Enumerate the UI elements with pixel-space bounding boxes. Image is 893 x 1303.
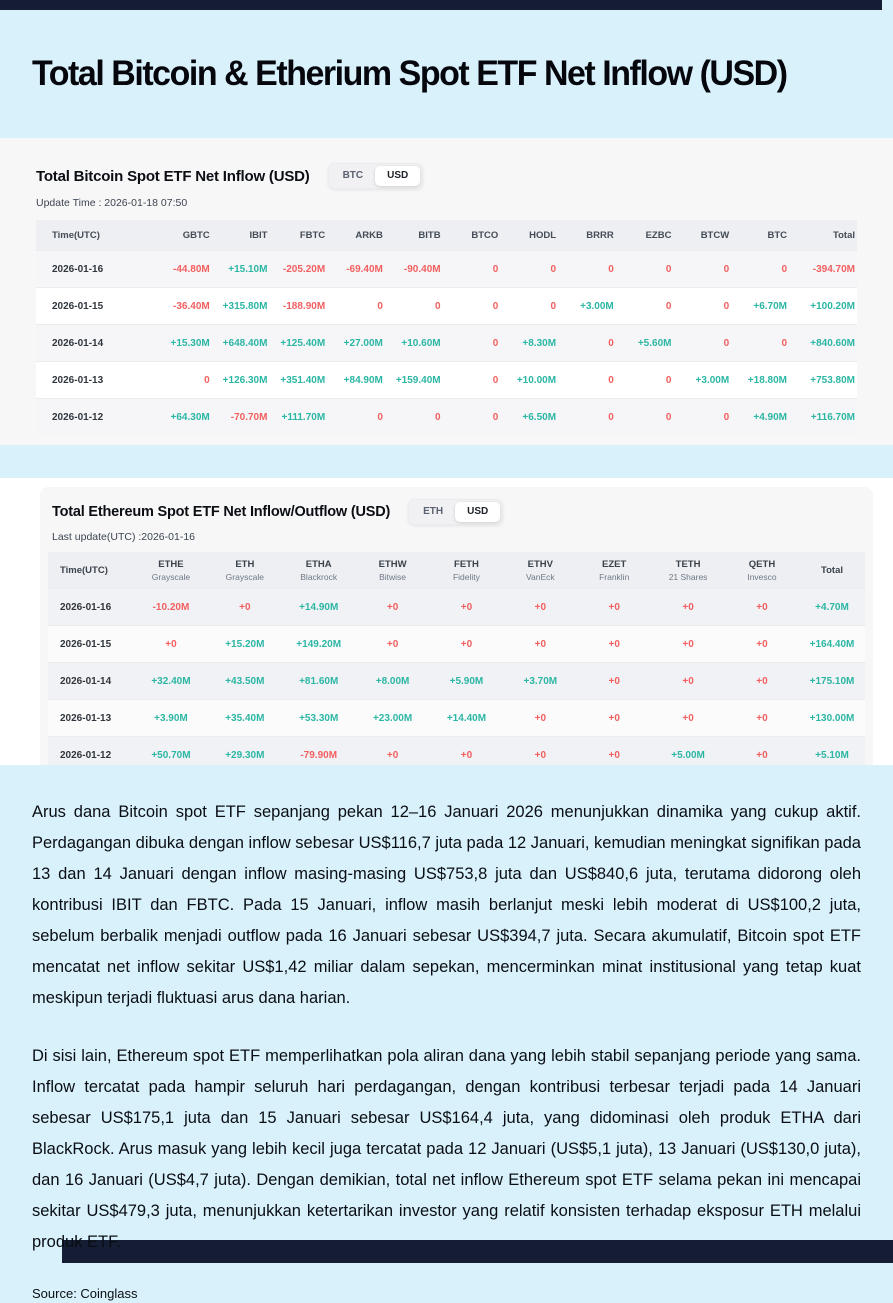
column-header: EZET Franklin [577,552,651,589]
table-row [48,663,865,700]
source-note: Source: Coinglass [32,1286,138,1301]
column-header: ETHW Bitwise [356,552,430,589]
row-date: 2026-01-12 [36,399,158,436]
cell-value: +3.00M [562,288,620,325]
row-date: 2026-01-15 [36,288,158,325]
table-row [48,626,865,663]
cell-value: +4.90M [735,399,793,436]
cell-value: +0 [725,737,799,774]
cell-value: 0 [677,399,735,436]
cell-value: +8.30M [504,325,562,362]
table-row [36,399,857,436]
cell-value: +6.50M [504,399,562,436]
cell-value: 0 [447,251,505,288]
btc-table [36,220,857,435]
column-header: BITB [389,220,447,251]
column-issuer: Franklin [599,571,630,582]
eth-table-head [48,552,865,589]
cell-value: 0 [447,399,505,436]
cell-value: +0 [577,589,651,626]
cell-value: +14.90M [282,589,356,626]
eth-table [48,552,865,773]
page-header [0,10,893,138]
column-issuer: Grayscale [225,571,264,582]
cell-value: +0 [430,737,504,774]
column-header: Time(UTC) [36,220,158,251]
cell-value: +5.90M [430,663,504,700]
cell-value: +23.00M [356,700,430,737]
column-issuer: Blackrock [300,571,338,582]
column-header: ETHE Grayscale [134,552,208,589]
eth-section [0,478,893,765]
column-header: BTC [735,220,793,251]
cell-value: +126.30M [216,362,274,399]
eth-table-body [48,589,865,774]
eth-header-row [48,552,865,589]
cell-value: +0 [430,626,504,663]
cell-value: +111.70M [273,399,331,436]
cell-value: +64.30M [158,399,216,436]
cell-value: +27.00M [331,325,389,362]
column-header: FETH Fidelity [430,552,504,589]
cell-value: -90.40M [389,251,447,288]
cell-value: -79.90M [282,737,356,774]
btc-table-title: Total Bitcoin Spot ETF Net Inflow (USD) [36,167,310,185]
column-issuer: Invesco [747,571,777,582]
bottom-accent-bar [62,1240,893,1263]
btc-update-time: Update Time : 2026-01-18 07:50 [36,197,188,209]
cell-value: +0 [356,737,430,774]
btc-toggle-option-btc[interactable]: BTC [331,166,376,186]
cell-value: +0 [134,626,208,663]
cell-value: -44.80M [158,251,216,288]
cell-value: -69.40M [331,251,389,288]
cell-value: +43.50M [208,663,282,700]
column-header: ETHV VanEck [503,552,577,589]
column-header: BTCO [447,220,505,251]
column-header: Time(UTC) [48,552,134,589]
row-date: 2026-01-13 [48,700,134,737]
column-header: ETHA Blackrock [282,552,356,589]
cell-value: +175.10M [799,663,865,700]
page-title: Total Bitcoin & Etherium Spot ETF Net Inflow (USD) [32,54,787,93]
row-date: 2026-01-13 [36,362,158,399]
cell-value: +0 [725,700,799,737]
cell-value: +648.40M [216,325,274,362]
column-issuer: Bitwise [379,571,407,582]
row-date: 2026-01-14 [48,663,134,700]
cell-value: +35.40M [208,700,282,737]
btc-toggle-option-usd[interactable]: USD [375,166,420,186]
cell-value: +0 [503,737,577,774]
cell-value: +0 [651,700,725,737]
row-date: 2026-01-14 [36,325,158,362]
cell-value: 0 [735,251,793,288]
btc-panel-head [36,163,857,189]
cell-value: -10.20M [134,589,208,626]
eth-update-time: Last update(UTC) :2026-01-16 [52,531,195,543]
cell-value: +0 [725,663,799,700]
column-header: IBIT [216,220,274,251]
column-header: ETH Grayscale [208,552,282,589]
column-header: TETH 21 Shares [651,552,725,589]
cell-value: 0 [620,399,678,436]
cell-value: +15.30M [158,325,216,362]
cell-value: 0 [447,325,505,362]
cell-value: 0 [447,288,505,325]
cell-value: +8.00M [356,663,430,700]
column-header: Total [793,220,857,251]
column-header: BRRR [562,220,620,251]
eth-table-title: Total Ethereum Spot ETF Net Inflow/Outflow (USD) [52,504,391,520]
btc-table-body [36,251,857,436]
btc-unit-toggle[interactable] [328,163,424,189]
table-row [36,288,857,325]
cell-value: +15.10M [216,251,274,288]
cell-value: 0 [677,288,735,325]
cell-value: 0 [504,288,562,325]
cell-value: 0 [562,362,620,399]
cell-value: +0 [356,589,430,626]
row-date: 2026-01-15 [48,626,134,663]
cell-value: +3.70M [503,663,577,700]
eth-toggle-option-usd[interactable]: USD [455,502,500,522]
cell-value: +130.00M [799,700,865,737]
cell-value: +0 [577,663,651,700]
cell-value: +50.70M [134,737,208,774]
column-header: FBTC [273,220,331,251]
cell-value: +116.70M [793,399,857,436]
cell-value: +0 [651,663,725,700]
row-date: 2026-01-16 [36,251,158,288]
cell-value: +5.00M [651,737,725,774]
cell-value: 0 [158,362,216,399]
cell-value: +6.70M [735,288,793,325]
cell-value: +159.40M [389,362,447,399]
cell-value: +0 [651,626,725,663]
table-row [36,251,857,288]
row-date: 2026-01-16 [48,589,134,626]
column-header: EZBC [620,220,678,251]
column-header: BTCW [677,220,735,251]
cell-value: +0 [503,626,577,663]
cell-value: +18.80M [735,362,793,399]
cell-value: +0 [503,589,577,626]
cell-value: +125.40M [273,325,331,362]
cell-value: +14.40M [430,700,504,737]
cell-value: +753.80M [793,362,857,399]
cell-value: 0 [677,325,735,362]
column-header: QETH Invesco [725,552,799,589]
table-row [36,362,857,399]
btc-table-head [36,220,857,251]
row-date: 2026-01-12 [48,737,134,774]
cell-value: 0 [331,288,389,325]
cell-value: 0 [735,325,793,362]
table-row [48,700,865,737]
cell-value: +0 [430,589,504,626]
column-header: ARKB [331,220,389,251]
cell-value: +10.60M [389,325,447,362]
table-row [36,325,857,362]
cell-value: +100.20M [793,288,857,325]
eth-panel [40,487,873,787]
cell-value: 0 [389,288,447,325]
cell-value: 0 [677,251,735,288]
cell-value: +0 [577,626,651,663]
cell-value: 0 [331,399,389,436]
eth-panel-head [48,499,865,525]
column-issuer: 21 Shares [668,571,708,582]
cell-value: +0 [356,626,430,663]
cell-value: +3.00M [677,362,735,399]
column-header: HODL [504,220,562,251]
cell-value: +84.90M [331,362,389,399]
btc-panel [0,138,893,445]
cell-value: -205.20M [273,251,331,288]
cell-value: 0 [447,362,505,399]
column-issuer: Fidelity [452,571,480,582]
cell-value: +4.70M [799,589,865,626]
cell-value: +3.90M [134,700,208,737]
cell-value: -394.70M [793,251,857,288]
column-header: Total [799,552,865,589]
cell-value: +149.20M [282,626,356,663]
cell-value: +29.30M [208,737,282,774]
eth-toggle-option-eth[interactable]: ETH [411,502,455,522]
cell-value: 0 [620,251,678,288]
cell-value: +0 [208,589,282,626]
cell-value: +0 [503,700,577,737]
cell-value: 0 [620,288,678,325]
cell-value: -70.70M [216,399,274,436]
cell-value: +0 [725,626,799,663]
cell-value: +315.80M [216,288,274,325]
cell-value: 0 [620,362,678,399]
top-accent-bar [0,0,882,10]
cell-value: 0 [389,399,447,436]
section-divider-band [0,445,893,478]
cell-value: +840.60M [793,325,857,362]
cell-value: +0 [651,589,725,626]
cell-value: +0 [577,700,651,737]
cell-value: +5.10M [799,737,865,774]
cell-value: 0 [504,251,562,288]
cell-value: +351.40M [273,362,331,399]
cell-value: 0 [562,399,620,436]
cell-value: 0 [562,251,620,288]
cell-value: +53.30M [282,700,356,737]
cell-value: +15.20M [208,626,282,663]
column-header: GBTC [158,220,216,251]
btc-header-row [36,220,857,251]
column-issuer: VanEck [525,571,555,582]
cell-value: +0 [725,589,799,626]
cell-value: +0 [577,737,651,774]
analysis-section [0,765,893,1301]
analysis-paragraph-eth: Di sisi lain, Ethereum spot ETF memperlihatkan pola aliran dana yang lebih stabil sepanjang periode yang sama. Inflow tercatat pada hampir seluruh hari perdagangan, dengan kontribusi terbesar terjadi pada 14 Januari sebesar US$175,1 juta dan 15 Januari sebesar US$164,4 juta, yang didominasi oleh produk ETHA dari BlackRock. Arus masuk yang lebih kecil juga tercatat pada 12 Januari (US$5,1 juta), 13 Januari (US$130,0 juta), dan 16 Januari (US$4,7 juta). Dengan demikian, total net inflow Ethereum spot ETF selama pekan ini mencapai sekitar US$479,3 juta, menunjukkan ketertarikan investor yang relatif konsisten terhadap eksposur ETH melalui produk ETF. [32,1047,861,1251]
cell-value: -36.40M [158,288,216,325]
cell-value: +81.60M [282,663,356,700]
column-issuer: Grayscale [151,571,191,582]
cell-value: +32.40M [134,663,208,700]
cell-value: +10.00M [504,362,562,399]
eth-unit-toggle[interactable] [408,499,503,525]
table-row [48,589,865,626]
cell-value: +164.40M [799,626,865,663]
cell-value: -188.90M [273,288,331,325]
cell-value: +5.60M [620,325,678,362]
cell-value: 0 [562,325,620,362]
analysis-paragraph-btc: Arus dana Bitcoin spot ETF sepanjang pekan 12–16 Januari 2026 menunjukkan dinamika yang cukup aktif. Perdagangan dibuka dengan inflow sebesar US$116,7 juta pada 12 Januari, kemudian meningkat signifikan pada 13 dan 14 Januari dengan inflow masing-masing US$753,8 juta dan US$840,6 juta, terutama didorong oleh kontribusi IBIT dan FBTC. Pada 15 Januari, inflow masih berlanjut meski lebih moderat di US$100,2 juta, sebelum berbalik menjadi outflow pada 16 Januari sebesar US$394,7 juta. Secara akumulatif, Bitcoin spot ETF mencatat net inflow sekitar US$1,42 miliar dalam sepekan, mencerminkan minat institusional yang tetap kuat meskipun terjadi fluktuasi arus dana harian. [32,803,861,1007]
